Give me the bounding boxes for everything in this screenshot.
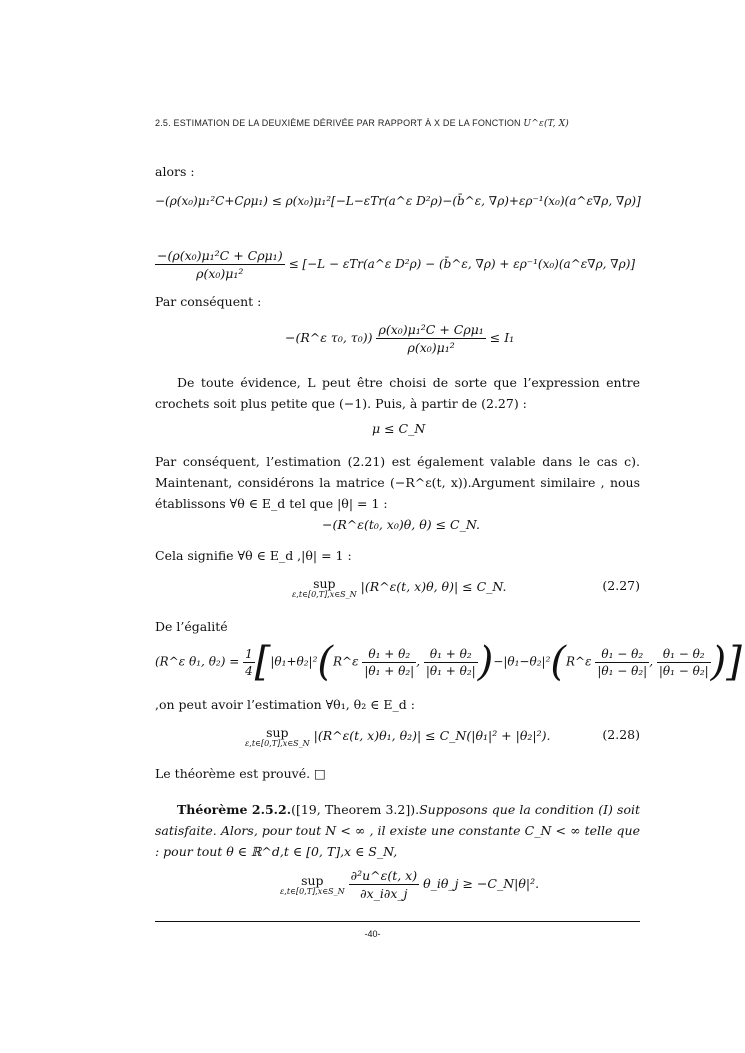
theorem-statement: Supposons que la condition (I) soit satisfaite. Alors, pour tout N < ∞ , il existe une constante C_N < ∞ telle que : pour tout θ ∈ ℝ^d,t ∈ [0, T],x ∈ S_N, xyxy=(155,802,640,859)
eq9-denominator: ∂x_i∂x_j xyxy=(360,886,408,901)
eq3-denominator: ρ(x₀)μ₁² xyxy=(407,340,455,355)
eq8-sup-sub: ε,t∈[0,T],x∈S_N xyxy=(245,739,310,748)
eq7-frac2b-num: θ₁ − θ₂ xyxy=(657,647,711,663)
eq7-term-a: |θ₁+θ₂|² xyxy=(270,654,318,669)
eq6-sup-sub: ε,t∈[0,T],x∈S_N xyxy=(292,590,357,599)
eq3-rhs: ≤ I₁ xyxy=(489,330,515,345)
theorem-label: Théorème 2.5.2. xyxy=(177,802,292,817)
cela-signifie: Cela signifie ∀θ ∈ E_d ,|θ| = 1 : xyxy=(155,548,352,563)
on-peut-avoir: ,on peut avoir l’estimation ∀θ₁, θ₂ ∈ E_d : xyxy=(155,697,415,712)
eq3-fraction xyxy=(376,322,485,355)
paragraph-2: Par conséquent, l’estimation (2.21) est également valable dans le cas c). Maintenant, considérons la matrice (−R^ε(t, x)).Argument similaire , nous établissons ∀θ ∈ E_d tel que |θ| = 1 : xyxy=(155,454,640,511)
eq7-paren-open-1: ( xyxy=(317,639,333,685)
eq7-frac2b-den: |θ₁ − θ₂| xyxy=(658,663,709,678)
equation-1: −(ρ(x₀)μ₁²C+Cρμ₁) ≤ ρ(x₀)μ₁²[−L−εTr(a^ε D²ρ)−(b̄^ε, ∇ρ)+ερ⁻¹(x₀)(a^ε∇ρ, ∇ρ)] xyxy=(155,194,641,208)
eq7-frac1b-den: |θ₁ + θ₂| xyxy=(425,663,476,678)
eq9-sup: sup xyxy=(301,873,324,888)
equation-5: −(R^ε(t₀, x₀)θ, θ) ≤ C_N. xyxy=(322,517,480,532)
eq9-sup-operator xyxy=(280,873,345,896)
eq3-lhs: −(R^ε τ₀, τ₀)) xyxy=(285,330,373,345)
paragraph-1: De toute évidence, L peut être choisi de sorte que l’expression entre crochets soit plus petite que (−1). Puis, à partir de (2.27) : xyxy=(155,375,640,411)
equation-3 xyxy=(285,322,514,355)
eq2-fraction xyxy=(155,248,285,281)
eq9-numerator: ∂²u^ε(t, x) xyxy=(350,868,418,883)
eq7-frac1b-num: θ₁ + θ₂ xyxy=(424,647,478,663)
header-math: U^ε(T, X) xyxy=(523,119,570,129)
eq7-paren-close-1: ) xyxy=(477,639,494,685)
equation-4: μ ≤ C_N xyxy=(372,421,426,436)
de-l-egalite: De l’égalité xyxy=(155,619,228,634)
eq2-rhs: ≤ [−L − εTr(a^ε D²ρ) − (b̄^ε, ∇ρ) + ερ⁻¹(x₀)(a^ε∇ρ, ∇ρ)] xyxy=(288,257,636,271)
eq7-quarter-den: 4 xyxy=(245,663,253,678)
eq7-quarter-num: 1 xyxy=(245,646,253,661)
footer-rule xyxy=(155,921,640,922)
eq9-sup-sub: ε,t∈[0,T],x∈S_N xyxy=(280,887,345,896)
eq9-rhs: θ_iθ_j ≥ −C_N|θ|². xyxy=(423,876,540,891)
theorem-proved: Le théorème est prouvé. □ xyxy=(155,766,326,781)
eq2-numerator: −(ρ(x₀)μ₁²C + Cρμ₁) xyxy=(157,248,283,263)
eq7-r-eps-2: R^ε xyxy=(565,654,592,669)
theorem-2-5-2 xyxy=(155,799,640,862)
eq7-paren-open-2: ( xyxy=(550,639,566,685)
eq7-paren-close-2: ) xyxy=(710,639,727,685)
eq7-quarter xyxy=(243,647,255,678)
running-header xyxy=(155,118,645,129)
par-consequent-1: Par conséquent : xyxy=(155,294,262,309)
eq7-bracket-open: [ xyxy=(254,639,271,685)
eq7-lhs: (R^ε θ₁, θ₂) = xyxy=(155,654,240,669)
eq9-fraction xyxy=(349,868,419,901)
eq7-frac1-den: |θ₁ + θ₂| xyxy=(364,663,415,678)
eq-number-2-27: (2.27) xyxy=(602,578,640,593)
eq6-body: |(R^ε(t, x)θ, θ)| ≤ C_N. xyxy=(360,579,507,594)
header-section-title: 2.5. ESTIMATION DE LA DEUXIÈME DÉRIVÉE PAR RAPPORT À X DE LA FONCTION xyxy=(155,118,521,128)
eq7-term-c: −|θ₁−θ₂|² xyxy=(493,654,551,669)
eq3-numerator: ρ(x₀)μ₁²C + Cρμ₁ xyxy=(378,322,484,337)
theorem-ref: ([19, Theorem 3.2]). xyxy=(291,802,420,817)
alors-text: alors : xyxy=(155,164,195,179)
eq7-r-eps-1: R^ε xyxy=(333,654,359,669)
equation-7: (R^ε θ₁, θ₂) = $\frac{1}{4}$ [|θ₁+θ₂|²(R^ε $\frac{\text{θ₁ + θ₂}}{\text{|θ₁ + θ₂|}}$ , $\frac{\text{θ₁ + θ₂}}{\text{|θ₁ + θ₂|}}$ )−|θ₁−θ₂|²(R^ε $\frac{\text{θ₁ − θ₂}}{\text{|θ₁ − θ₂|}}$ , $\frac{\text{θ₁ − θ₂}}{\text{|θ₁ − θ₂|}}$ )] xyxy=(155,639,742,685)
eq8-sup: sup xyxy=(266,725,289,740)
eq8-body: |(R^ε(t, x)θ₁, θ₂)| ≤ C_N(|θ₁|² + |θ₂|²). xyxy=(313,728,551,743)
equation-8 xyxy=(245,725,550,748)
equation-6 xyxy=(292,576,507,599)
eq-number-2-28: (2.28) xyxy=(602,727,640,742)
eq7-frac-1 xyxy=(362,647,416,678)
eq7-frac-2b xyxy=(657,647,711,678)
eq6-sup-operator xyxy=(292,576,357,599)
eq7-bracket-close: ] xyxy=(726,639,742,685)
eq7-frac2-num: θ₁ − θ₂ xyxy=(595,647,649,663)
eq7-frac2-den: |θ₁ − θ₂| xyxy=(597,663,648,678)
equation-9 xyxy=(280,868,539,901)
eq7-frac-2 xyxy=(595,647,649,678)
eq7-frac1-num: θ₁ + θ₂ xyxy=(362,647,416,663)
eq2-denominator: ρ(x₀)μ₁² xyxy=(196,266,244,281)
equation-2 xyxy=(155,248,635,281)
page-number: -40- xyxy=(364,929,381,939)
eq6-sup: sup xyxy=(313,576,336,591)
eq8-sup-operator xyxy=(245,725,310,748)
eq7-frac-1b xyxy=(424,647,478,678)
